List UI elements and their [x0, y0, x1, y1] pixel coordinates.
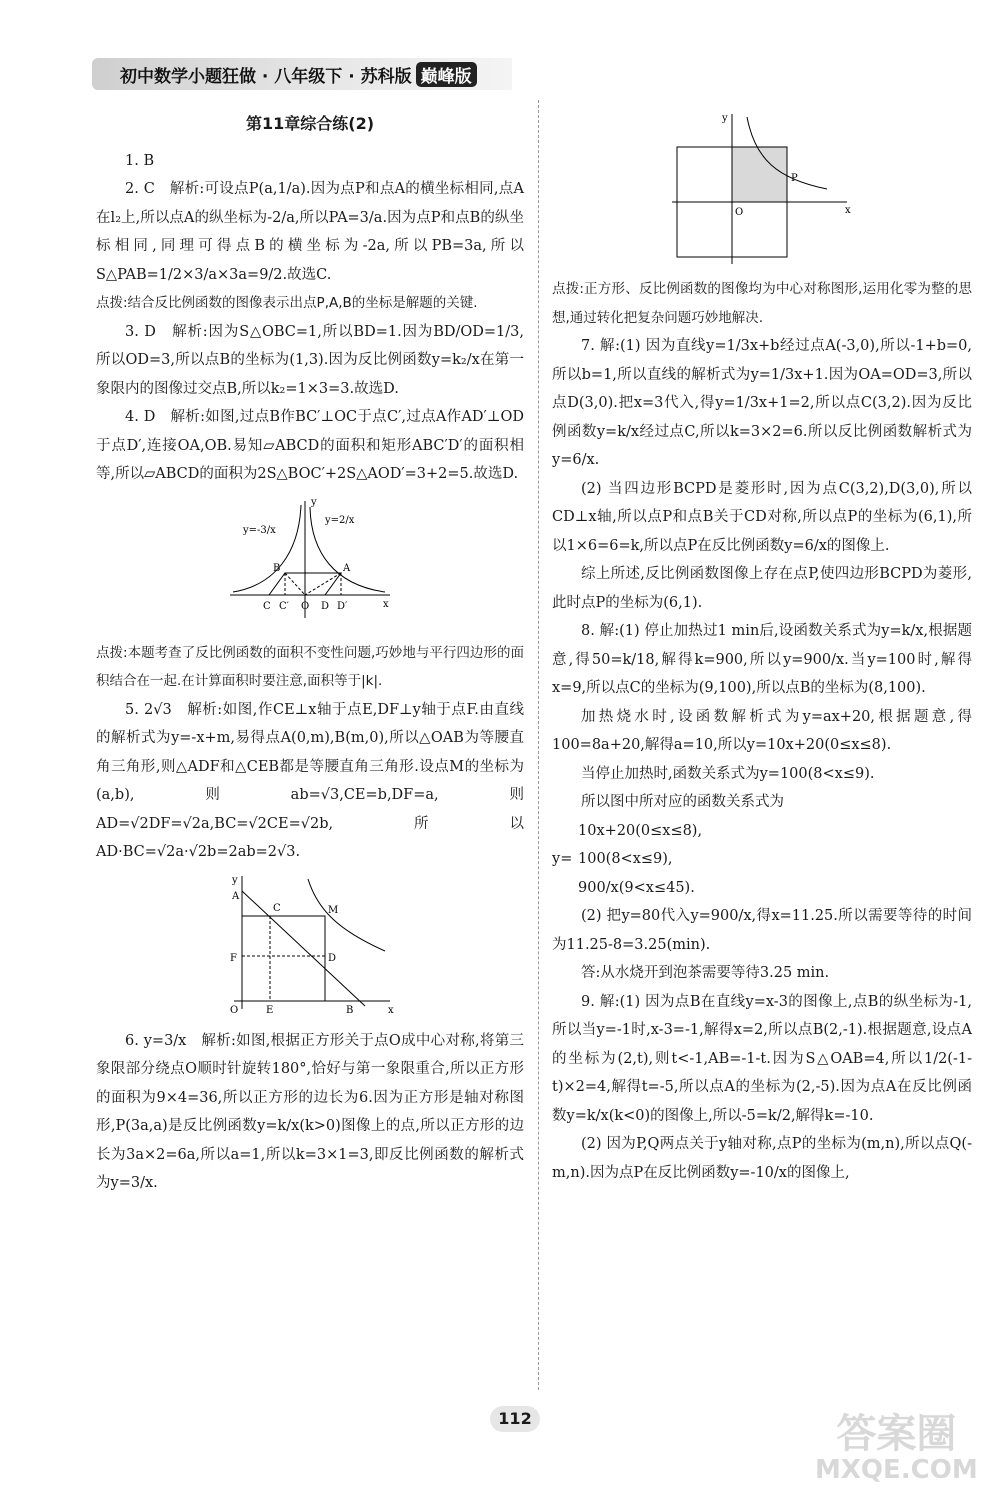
header-title: [120, 62, 477, 87]
fig4-point-d: D: [321, 600, 330, 612]
answer-9-part1: 9. 解:(1) 因为点B在直线y=x-3的图像上,点B的纵坐标为-1,所以当y=-1时,x-3=-1,解得x=2,所以点B(2,-1).根据题意,设点A的坐标为(2,t),则t<-1,AB=-1-t.因为S△OAB=4,所以1/2(-1-t)×2=4,解得t=-5,所以点A的坐标为(2,-5).因为点A在反比例函数y=k/x(k<0)的图像上,所以-5=k/2,解得k=-10.: [552, 993, 972, 1124]
fig4-point-dp: D′: [337, 600, 348, 612]
watermark: [815, 1412, 978, 1484]
piecewise-function: [552, 817, 972, 903]
fig6-y-label: y: [722, 113, 728, 124]
answer-8-intro: 所以图中所对应的函数关系式为: [581, 794, 784, 810]
answer-7-part1: 7. 解:(1) 因为直线y=1/3x+b经过点A(-3,0),所以-1+b=0,所以b=1,所以直线的解析式为y=1/3x+1.因为OA=OD=3,所以点D(3,0).把x=3代入,得y=1/3x+1=2,所以点C(3,2).因为反比例函数y=k/x经过点C,所以k=3×2=6.所以反比例函数解析式为y=6/x.: [552, 338, 972, 468]
figure-q5: [220, 871, 400, 1021]
fig5-point-a: A: [232, 890, 240, 902]
fig4-x-label: x: [383, 598, 389, 610]
fig4-point-b: B: [273, 562, 281, 574]
piecewise-line-2: 100(8<x≤9),: [578, 851, 673, 867]
answer-6: 6. y=3/x 解析:如图,根据正方形关于点O成中心对称,将第三象限部分绕点O顺时针旋转180°,恰好与第一象限重合,所以正方形的面积为9×4=36,所以正方形的边长为6.因为正方形是轴对称图形,P(3a,a)是反比例函数y=k/x(k>0)图像上的点,所以正方形的边长为3a×2=6a,所以a=1,所以k=3×1=3,即反比例函数的解析式为y=3/x.: [96, 1032, 524, 1191]
section-title: 第11章综合练(2): [245, 114, 375, 133]
figure-q4: [225, 493, 395, 633]
fig6-x-label: x: [845, 205, 851, 216]
right-column: [552, 105, 972, 1187]
column-divider: [538, 100, 539, 1390]
answer-7-part2: (2) 当四边形BCPD是菱形时,因为点C(3,2),D(3,0),所以CD⊥x轴,所以点P和点B关于CD对称,所以点P的坐标为(6,1),所以1×6=6=k,所以点P在反比例函数y=6/x的图像上.: [552, 480, 972, 554]
answer-2: 2. C 解析:可设点P(a,1/a).因为点P和点A的横坐标相同,点A在l₂上,所以点A的纵坐标为-2/a,所以PA=3/a.因为点P和点B的纵坐标相同,同理可得点B的横坐标为-2a,所以PB=3a,所以S△PAB=1/2×3/a×3a=9/2.故选C.: [96, 181, 524, 283]
piecewise-line-1: 10x+20(0≤x≤8),: [578, 822, 703, 839]
answer-3: 3. D 解析:因为S△OBC=1,所以BD=1.因为BD/OD=1/3,所以OD=3,所以点B的坐标为(1,3).因为反比例函数y=k₂/x在第一象限内的图像过交点B,所以k₂=1×3=3.故选D.: [96, 323, 524, 397]
fig5-point-e: E: [266, 1004, 274, 1016]
fig4-right-curve-label: y=2/x: [325, 514, 355, 526]
answer-1: 1. B: [125, 152, 155, 169]
watermark-top: 答案圈: [836, 1411, 957, 1457]
answer-7-conclusion: 综上所述,反比例函数图像上存在点P,使四边形BCPD为菱形,此时点P的坐标为(6,1).: [552, 566, 972, 611]
left-column: [96, 110, 524, 1198]
answer-8-part1: 8. 解:(1) 停止加热过1 min后,设函数关系式为y=k/x,根据题意,得50=k/18,解得k=900,所以y=900/x.当y=100时,解得x=9,所以点C的坐标为(9,100),所以点B的坐标为(8,100).: [552, 623, 972, 696]
fig5-x-label: x: [388, 1004, 394, 1016]
tip-6: 点拨:正方形、反比例函数的图像均为中心对称图形,运用化零为整的思想,通过转化把复杂问题巧妙地解决.: [552, 281, 972, 326]
answer-8-final: 答:从水烧开到泡茶需要等待3.25 min.: [581, 965, 830, 981]
fig5-point-c: C: [273, 902, 281, 914]
fig4-origin: O: [301, 600, 310, 612]
fig5-point-f: F: [230, 952, 237, 964]
figure-q6: [667, 109, 857, 269]
fig4-y-label: y: [311, 496, 317, 508]
fig4-left-curve-label: y=-3/x: [243, 524, 276, 536]
fig6-point-p: P: [791, 173, 798, 184]
answer-4: 4. D 解析:如图,过点B作BC′⊥OC于点C′,过点A作AD′⊥OD于点D′,连接OA,OB.易知▱ABCD的面积和矩形ABC′D′的面积相等,所以▱ABCD的面积为2S△BOC′+2S△AOD′=3+2=5.故选D.: [96, 409, 524, 482]
book-title: 初中数学小题狂做 · 八年级下 · 苏科版: [120, 67, 412, 87]
fig5-origin: O: [230, 1004, 239, 1016]
page-number: 112: [490, 1406, 540, 1432]
tip-4: 点拨:本题考查了反比例函数的面积不变性问题,巧妙地与平行四边形的面积结合在一起.在计算面积时要注意,面积等于|k|.: [96, 644, 524, 689]
tip-2: 点拨:结合反比例函数的图像表示出点P,A,B的坐标是解题的关键.: [96, 295, 478, 311]
answer-8-stop: 当停止加热时,函数关系式为y=100(8<x≤9).: [581, 765, 875, 782]
answer-8-heating: 加热烧水时,设函数解析式为y=ax+20,根据题意,得100=8a+20,解得a=10,所以y=10x+20(0≤x≤8).: [552, 708, 972, 753]
piecewise-line-3: 900/x(9<x≤45).: [578, 879, 695, 896]
fig6-origin: O: [735, 207, 744, 218]
piecewise-y: y=: [552, 850, 573, 867]
answer-8-part2: (2) 把y=80代入y=900/x,得x=11.25.所以需要等待的时间为11.25-8=3.25(min).: [552, 908, 972, 953]
fig4-point-cp: C′: [279, 600, 289, 612]
fig5-point-d: D: [328, 952, 337, 964]
fig4-point-c: C: [263, 600, 271, 612]
fig5-y-label: y: [232, 874, 238, 886]
answer-9-part2: (2) 因为P,Q两点关于y轴对称,点P的坐标为(m,n),所以点Q(-m,n).因为点P在反比例函数y=-10/x的图像上,: [552, 1136, 972, 1181]
watermark-bottom: MXQE.COM: [815, 1455, 978, 1485]
fig5-point-m: M: [328, 904, 339, 916]
edition-badge: 巅峰版: [416, 62, 477, 87]
answer-5: 5. 2√3 解析:如图,作CE⊥x轴于点E,DF⊥y轴于点F.由直线的解析式为y=-x+m,易得点A(0,m),B(m,0),所以△OAB为等腰直角三角形,则△ADF和△CEB都是等腰直角三角形.设点M的坐标为(a,b),则ab=√3,CE=b,DF=a,则AD=√2DF=√2a,BC=√2CE=√2b,所以AD·BC=√2a·√2b=2ab=2√3.: [96, 701, 524, 860]
fig4-point-a: A: [343, 562, 351, 574]
fig5-point-b: B: [346, 1004, 354, 1016]
